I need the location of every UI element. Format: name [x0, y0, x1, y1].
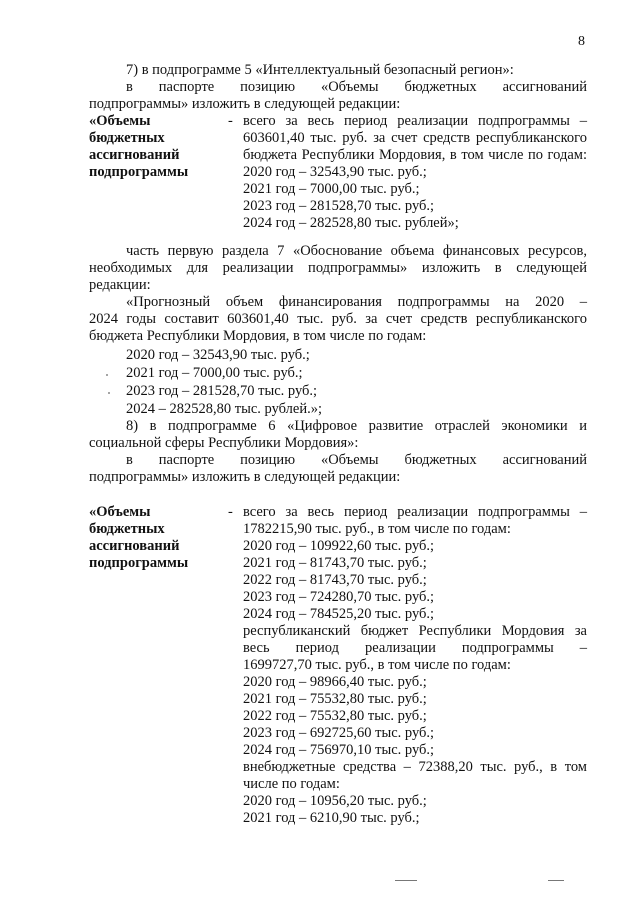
table-1-label-line: бюджетных	[89, 130, 165, 146]
table-2-line: 2023 год – 692725,60 тыс. руб.;	[243, 725, 435, 741]
section-7b-line-2: необходимых для реализации подпрограммы» изложить в следующей	[89, 260, 587, 276]
section-7b-line-3: редакции:	[89, 277, 151, 293]
table-2-line: 2020 год – 10956,20 тыс. руб.;	[243, 793, 427, 809]
table-1-label-line: «Объемы	[89, 113, 151, 129]
table-2-line: 2021 год – 75532,80 тыс. руб.;	[243, 691, 427, 707]
scan-mark	[106, 374, 108, 376]
table-2-line: 2021 год – 81743,70 тыс. руб.;	[243, 555, 427, 571]
table-2-line: 2022 год – 81743,70 тыс. руб.;	[243, 572, 427, 588]
table-2-line: 2020 год – 98966,40 тыс. руб.;	[243, 674, 427, 690]
section-7-intro	[89, 62, 587, 113]
table-2-line: внебюджетные средства – 72388,20 тыс. руб., в том	[243, 759, 587, 775]
table-2-line: 2022 год – 75532,80 тыс. руб.;	[243, 708, 427, 724]
section-7b-line-1: часть первую раздела 7 «Обоснование объема финансовых ресурсов,	[126, 243, 587, 259]
years-list-1	[126, 346, 322, 418]
page-number: 8	[578, 34, 585, 49]
table-2-line: всего за весь период реализации подпрограммы –	[243, 504, 587, 520]
scan-mark	[395, 880, 417, 881]
table-1-line: бюджета Республики Мордовия, в том числе по годам:	[243, 147, 587, 163]
table-1-dash: -	[228, 113, 233, 129]
section-7-line-2: в паспорте позицию «Объемы бюджетных ассигнований	[126, 79, 587, 95]
section-7-line-3: подпрограммы» изложить в следующей редакции:	[89, 96, 401, 112]
table-2-values	[243, 504, 587, 827]
table-2-line: 2024 год – 756970,10 тыс. руб.;	[243, 742, 435, 758]
scan-mark	[108, 392, 110, 394]
section-7b-line-4: «Прогнозный объем финансирования подпрограммы на 2020 –	[126, 294, 587, 310]
table-2-line: 2023 год – 724280,70 тыс. руб.;	[243, 589, 435, 605]
table-2-label	[89, 504, 217, 572]
table-1-line: 2023 год – 281528,70 тыс. руб.;	[243, 198, 435, 214]
table-2-line: республиканский бюджет Республики Мордовия за	[243, 623, 587, 639]
scan-mark	[548, 880, 564, 881]
section-7-line-1: 7) в подпрограмме 5 «Интеллектуальный безопасный регион»:	[126, 62, 514, 78]
section-8-line-2: социальной сферы Республики Мордовия»:	[89, 435, 359, 451]
table-2-label-line: подпрограммы	[89, 555, 189, 571]
table-2-label-line: ассигнований	[89, 538, 180, 554]
list-item: 2020 год – 32543,90 тыс. руб.;	[126, 347, 310, 363]
table-1-line: 2020 год – 32543,90 тыс. руб.;	[243, 164, 427, 180]
list-item: 2023 год – 281528,70 тыс. руб.;	[126, 383, 318, 399]
table-2-dash: -	[228, 504, 233, 520]
table-2-line: 2020 год – 109922,60 тыс. руб.;	[243, 538, 435, 554]
table-2-line: 2024 год – 784525,20 тыс. руб.;	[243, 606, 435, 622]
list-item: 2021 год – 7000,00 тыс. руб.;	[126, 365, 303, 381]
table-2-line: весь период реализации подпрограммы –	[243, 640, 587, 656]
section-8-intro	[89, 418, 587, 486]
table-2-label-line: «Объемы	[89, 504, 151, 520]
section-7b-line-5: 2024 годы составит 603601,40 тыс. руб. за счет средств республиканского	[89, 311, 587, 327]
table-1-line: 603601,40 тыс. руб. за счет средств республиканского	[243, 130, 587, 146]
section-8-line-1: 8) в подпрограмме 6 «Цифровое развитие отраслей экономики и	[126, 418, 587, 434]
table-2-line: 2021 год – 6210,90 тыс. руб.;	[243, 810, 420, 826]
table-1-line: всего за весь период реализации подпрограммы –	[243, 113, 587, 129]
section-8-line-4: подпрограммы» изложить в следующей редакции:	[89, 469, 401, 485]
table-1-label-line: подпрограммы	[89, 164, 189, 180]
table-2-label-line: бюджетных	[89, 521, 165, 537]
table-2-line: числе по годам:	[243, 776, 340, 792]
section-8-line-3: в паспорте позицию «Объемы бюджетных ассигнований	[126, 452, 587, 468]
section-7-part-2	[89, 243, 587, 345]
table-2-line: 1699727,70 тыс. руб., в том числе по годам:	[243, 657, 511, 673]
table-1-label	[89, 113, 217, 181]
section-7b-line-6: бюджета Республики Мордовия, в том числе по годам:	[89, 328, 427, 344]
table-1-label-line: ассигнований	[89, 147, 180, 163]
table-1-line: 2021 год – 7000,00 тыс. руб.;	[243, 181, 420, 197]
list-item: 2024 – 282528,80 тыс. рублей.»;	[126, 401, 322, 417]
table-2-line: 1782215,90 тыс. руб., в том числе по годам:	[243, 521, 511, 537]
table-1-values	[243, 113, 587, 232]
table-1-line: 2024 год – 282528,80 тыс. рублей»;	[243, 215, 459, 231]
